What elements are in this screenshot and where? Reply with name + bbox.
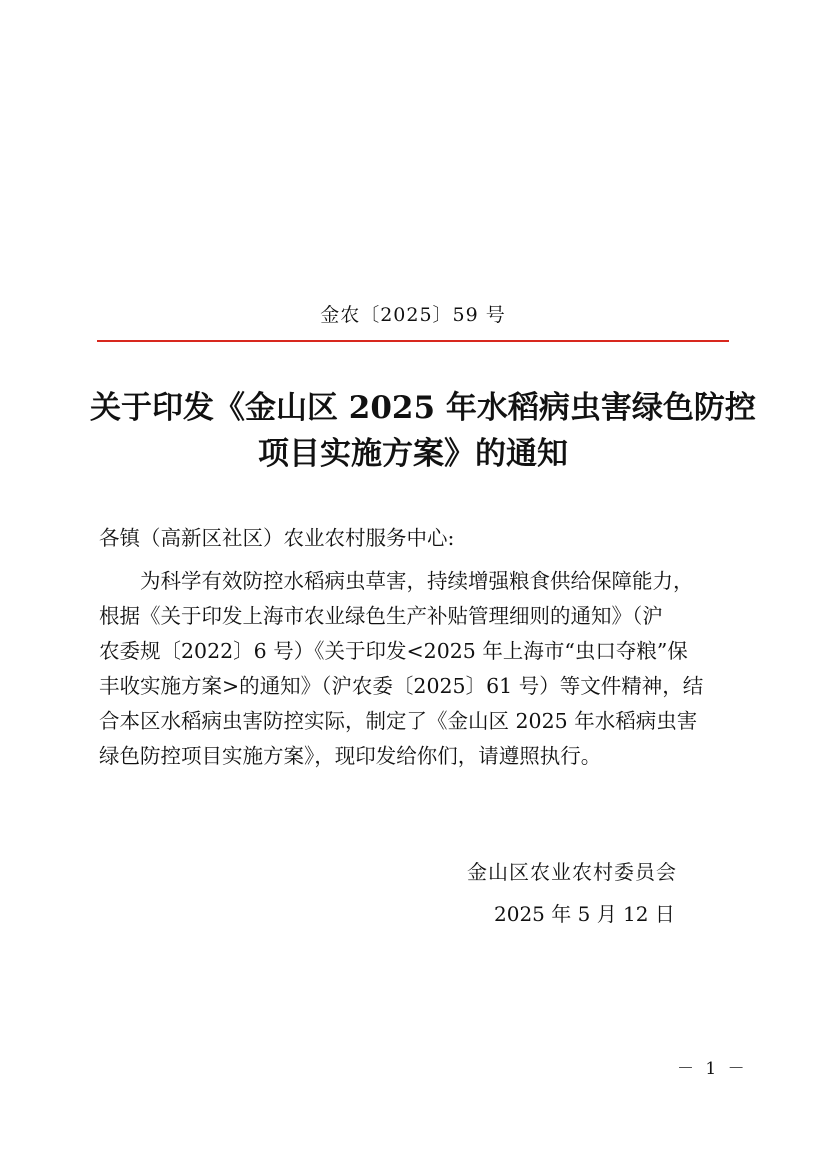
title-line-1: 关于印发《金山区 2025 年水稻病虫害绿色防控 — [90, 390, 756, 426]
page-number: － 1 － — [677, 1059, 748, 1079]
red-separator-line — [97, 340, 729, 342]
body-line-3: 农委规〔2022〕6 号）《关于印发<2025 年上海市“虫口夺粮”保 — [99, 639, 688, 663]
body-paragraph — [99, 564, 729, 774]
issuing-authority: 金山区农业农村委员会 — [467, 860, 677, 884]
title-line-2: 项目实施方案》的通知 — [258, 436, 568, 472]
body-line-6: 绿色防控项目实施方案》，现印发给你们，请遵照执行。 — [99, 744, 602, 768]
body-line-2: 根据《关于印发上海市农业绿色生产补贴管理细则的通知》（沪 — [99, 604, 663, 628]
issue-date: 2025 年 5 月 12 日 — [494, 902, 675, 926]
body-line-4: 丰收实施方案>的通知》（沪农委〔2025〕61 号）等文件精神，结 — [99, 674, 704, 698]
body-line-5: 合本区水稻病虫害防控实际，制定了《金山区 2025 年水稻病虫害 — [99, 709, 698, 733]
document-title — [90, 385, 756, 477]
salutation: 各镇（高新区社区）农业农村服务中心: — [99, 526, 455, 550]
document-number: 金农〔2025〕59 号 — [320, 304, 506, 326]
body-line-1: 为科学有效防控水稻病虫草害，持续增强粮食供给保障能力， — [140, 569, 694, 593]
